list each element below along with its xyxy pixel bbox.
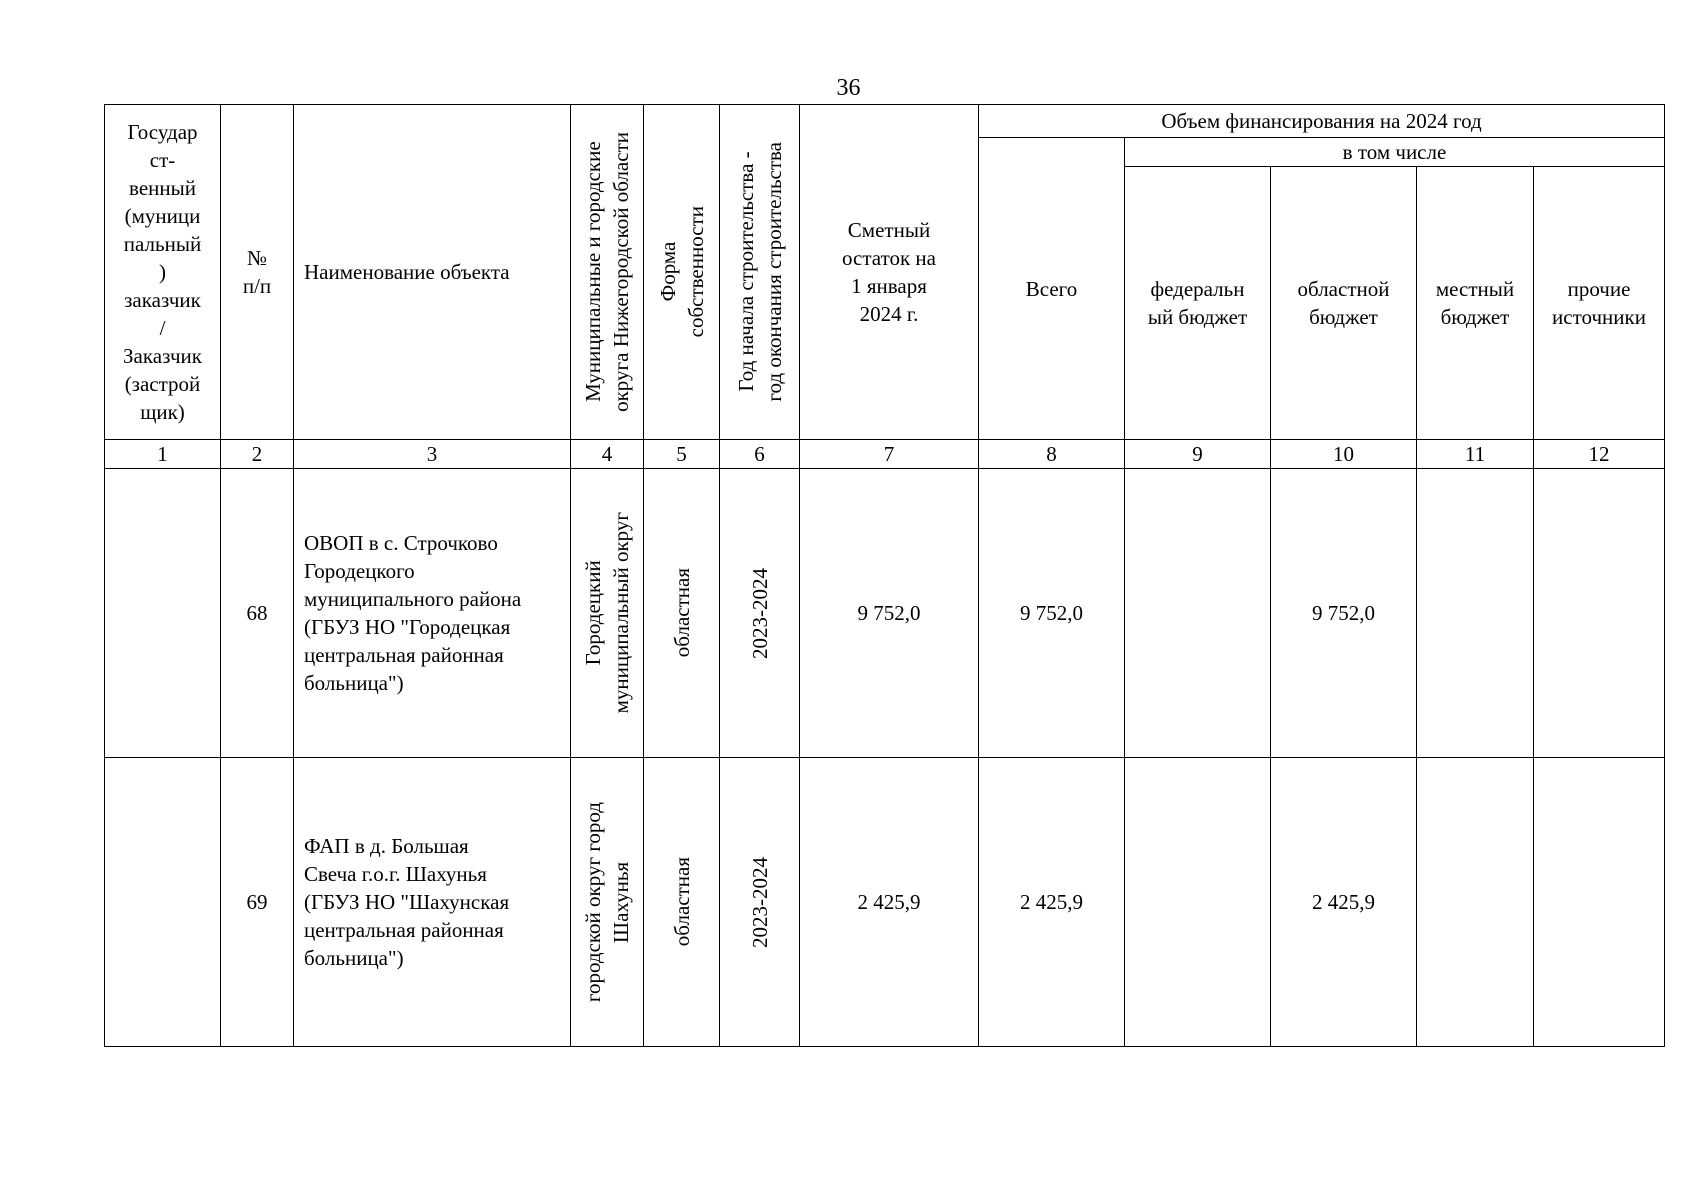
- header-local: [1417, 167, 1534, 440]
- column-number: 2: [221, 440, 294, 469]
- cell-object-name-text: ФАП в д. Большая Свеча г.о.г. Шахунья (ГБУЗ НО "Шахунская центральная районная больница"): [304, 834, 510, 970]
- header-including-text: в том числе: [1342, 140, 1447, 164]
- cell-years: [720, 469, 800, 758]
- column-number: 1: [105, 440, 221, 469]
- column-number: 11: [1417, 440, 1534, 469]
- header-ownership-text: Форма собственности: [655, 206, 708, 338]
- header-years: [720, 105, 800, 440]
- cell-estimated-balance: 2 425,9: [800, 758, 979, 1047]
- header-years-text: Год начала строительства - год окончания строительства: [733, 142, 786, 402]
- cell-number: 69: [221, 758, 294, 1047]
- header-municipality: [571, 105, 644, 440]
- cell-object-name: [294, 469, 571, 758]
- cell-number: 68: [221, 469, 294, 758]
- column-number: 5: [644, 440, 720, 469]
- header-regional: [1271, 167, 1417, 440]
- column-number: 12: [1534, 440, 1665, 469]
- column-number: 10: [1271, 440, 1417, 469]
- cell-estimated-balance: 9 752,0: [800, 469, 979, 758]
- header-local-text: местный бюджет: [1435, 277, 1515, 329]
- header-number-text: № п/п: [242, 246, 272, 298]
- header-object-name: [294, 105, 571, 440]
- cell-other: [1534, 469, 1665, 758]
- cell-federal: [1125, 758, 1271, 1047]
- cell-years: [720, 758, 800, 1047]
- header-total-text: Всего: [1025, 276, 1078, 301]
- cell-ownership: [644, 469, 720, 758]
- header-other: [1534, 167, 1665, 440]
- header-federal: [1125, 167, 1271, 440]
- header-estimated-balance-text: Сметный остаток на 1 января 2024 г.: [842, 218, 936, 326]
- header-estimated-balance: [800, 105, 979, 440]
- cell-municipality-text: Городецкий муниципальный округ: [581, 512, 633, 714]
- page-number: 36: [836, 75, 861, 101]
- cell-customer: [105, 469, 221, 758]
- cell-object-name: [294, 758, 571, 1047]
- cell-other: [1534, 758, 1665, 1047]
- column-number: 7: [800, 440, 979, 469]
- cell-municipality: [571, 469, 644, 758]
- table-row: [105, 469, 1665, 758]
- cell-local: [1417, 758, 1534, 1047]
- financing-table: [104, 104, 1665, 1047]
- header-federal-text: федеральн ый бюджет: [1147, 277, 1248, 329]
- cell-regional: 9 752,0: [1271, 469, 1417, 758]
- column-numbers-row: [105, 440, 1665, 469]
- column-number: 3: [294, 440, 571, 469]
- cell-ownership: [644, 758, 720, 1047]
- header-financing: [979, 105, 1665, 138]
- header-customer: [105, 105, 221, 440]
- cell-municipality-text: городской округ город Шахунья: [581, 801, 633, 1003]
- column-number: 9: [1125, 440, 1271, 469]
- cell-total: 2 425,9: [979, 758, 1125, 1047]
- header-ownership: [644, 105, 720, 440]
- cell-regional: 2 425,9: [1271, 758, 1417, 1047]
- header-row-1: [105, 105, 1665, 138]
- header-customer-text: Государ ст- венный (муници пальный ) заказчик / Заказчик (застрой щик): [123, 120, 202, 424]
- header-regional-text: областной бюджет: [1297, 277, 1390, 329]
- header-including: [1125, 138, 1665, 167]
- header-municipality-text: Муниципальные и городские округа Нижегородской области: [581, 132, 633, 412]
- column-number: 4: [571, 440, 644, 469]
- cell-years-text: 2023-2024: [747, 567, 772, 659]
- header-object-name-text: Наименование объекта: [304, 260, 510, 284]
- cell-local: [1417, 469, 1534, 758]
- header-number: [221, 105, 294, 440]
- column-number: 8: [979, 440, 1125, 469]
- header-financing-text: Объем финансирования на 2024 год: [1161, 109, 1482, 133]
- cell-customer: [105, 758, 221, 1047]
- cell-federal: [1125, 469, 1271, 758]
- cell-total: 9 752,0: [979, 469, 1125, 758]
- column-number: 6: [720, 440, 800, 469]
- cell-object-name-text: ОВОП в с. Строчково Городецкого муниципального района (ГБУЗ НО "Городецкая центральная районная больница"): [304, 531, 522, 695]
- cell-years-text: 2023-2024: [747, 856, 772, 948]
- header-other-text: прочие источники: [1552, 277, 1646, 329]
- table-row: [105, 758, 1665, 1047]
- header-total: [979, 138, 1125, 440]
- cell-municipality: [571, 758, 644, 1047]
- cell-ownership-text: областная: [669, 568, 694, 658]
- cell-ownership-text: областная: [669, 857, 694, 947]
